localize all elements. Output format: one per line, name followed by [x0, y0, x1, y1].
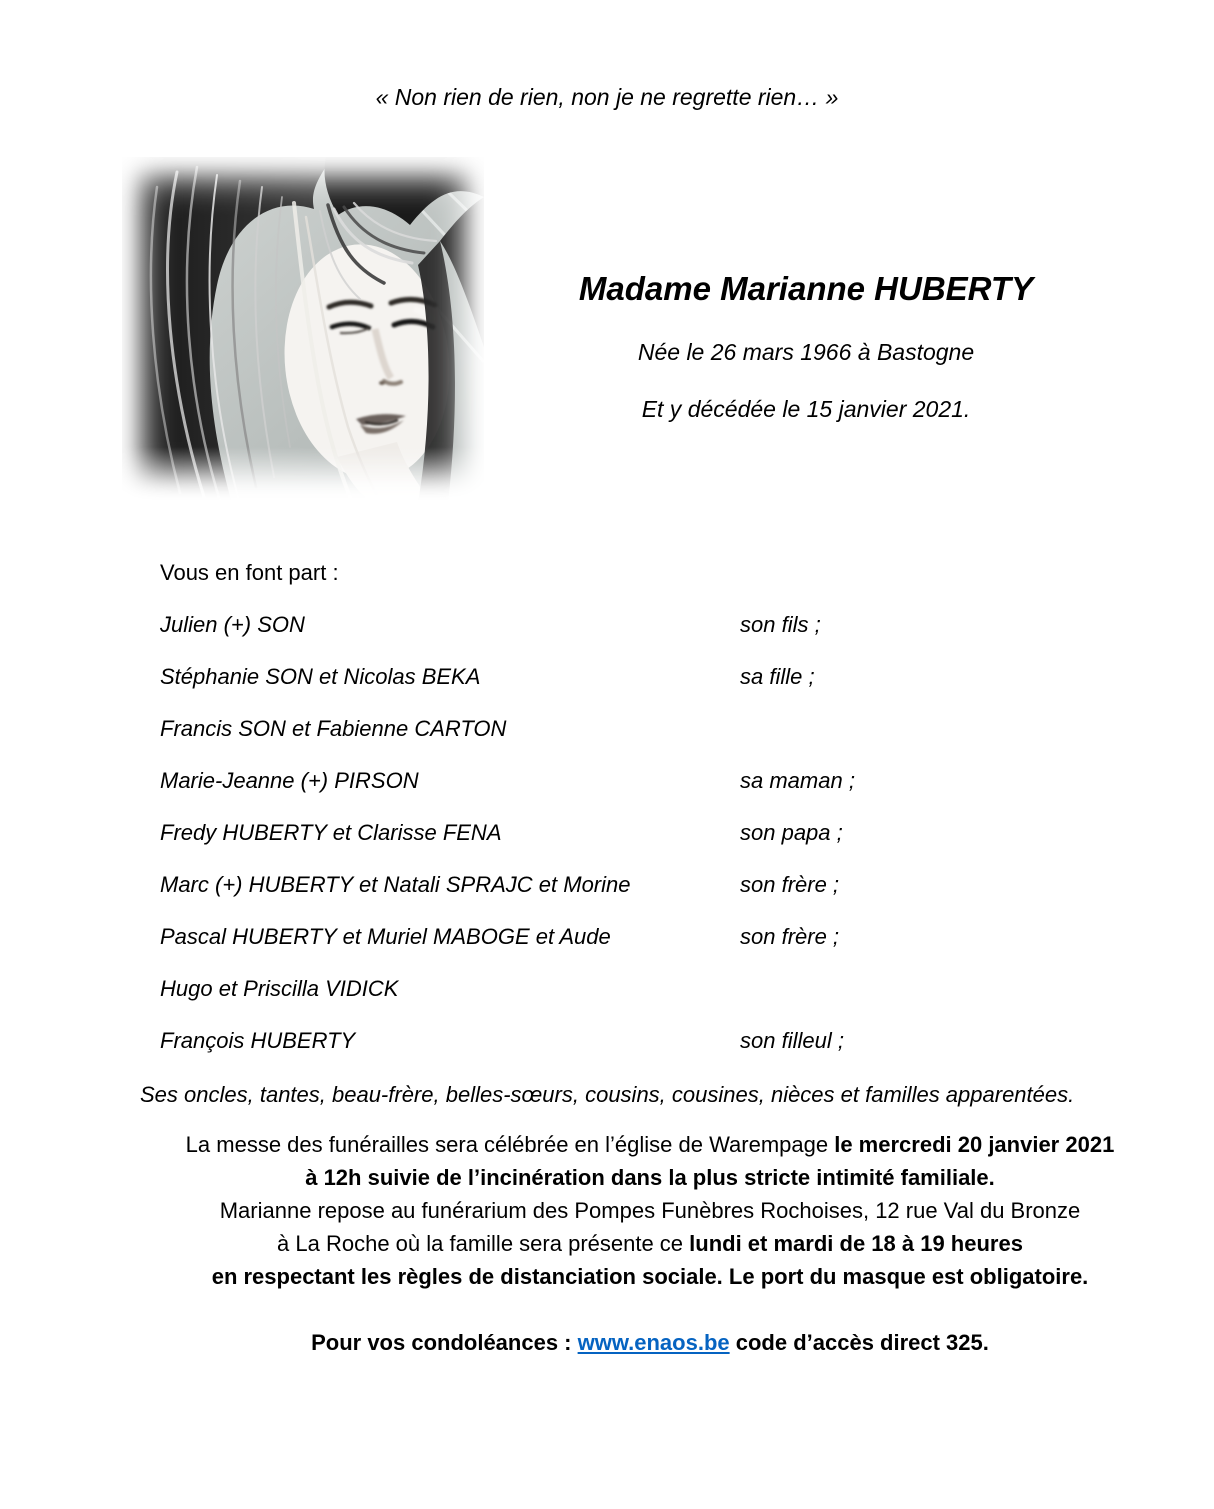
family-row [160, 768, 1140, 820]
family-names: Stéphanie SON et Nicolas BEKA [160, 664, 481, 689]
family-names: Fredy HUBERTY et Clarisse FENA [160, 820, 502, 845]
family-names: Marc (+) HUBERTY et Natali SPRAJC et Morine [160, 872, 631, 897]
announcement-intro: Vous en font part : [160, 560, 339, 585]
family-relation: sa fille ; [740, 664, 815, 689]
death-line: Et y décédée le 15 janvier 2021. [641, 396, 971, 422]
deceased-header [540, 270, 1072, 423]
family-row [160, 612, 1140, 664]
funeral-line4-bold: lundi et mardi de 18 à 19 heures [689, 1231, 1023, 1256]
condolences-prefix: Pour vos condoléances : [311, 1330, 578, 1355]
extended-family-line: Ses oncles, tantes, beau-frère, belles-sœurs, cousins, cousines, nièces et familles apparentées. [140, 1082, 1075, 1107]
family-names: Pascal HUBERTY et Muriel MABOGE et Aude [160, 924, 611, 949]
family-row [160, 716, 1140, 768]
funeral-line2-bold: à 12h suivie de l’incinération dans la plus stricte intimité familiale. [305, 1165, 995, 1190]
family-relation: son frère ; [740, 924, 840, 949]
family-row [160, 872, 1140, 924]
deceased-name: Madame Marianne HUBERTY [578, 270, 1034, 307]
birth-line: Née le 26 mars 1966 à Bastogne [637, 339, 975, 365]
funeral-line5-bold: en respectant les règles de distanciation sociale. Le port du masque est obligatoire. [211, 1264, 1089, 1289]
family-names: Hugo et Priscilla VIDICK [160, 976, 399, 1001]
family-relation: son frère ; [740, 872, 840, 897]
family-row [160, 924, 1140, 976]
family-relation: sa maman ; [740, 768, 855, 793]
family-relation: son filleul ; [740, 1028, 844, 1053]
funeral-line4-regular: à La Roche où la famille sera présente ce [277, 1231, 690, 1256]
funeral-line1-regular: La messe des funérailles sera célébrée en l’église de Warempage [185, 1132, 835, 1157]
family-names: Francis SON et Fabienne CARTON [160, 716, 507, 741]
memorial-quote: « Non rien de rien, non je ne regrette rien… » [375, 84, 839, 110]
family-relation: son fils ; [740, 612, 821, 637]
funeral-line3-regular: Marianne repose au funérarium des Pompes Funèbres Rochoises, 12 rue Val du Bronze [219, 1198, 1081, 1223]
family-relation: son papa ; [740, 820, 843, 845]
funeral-details [70, 1128, 1214, 1293]
family-row [160, 976, 1140, 1028]
family-names: Julien (+) SON [160, 612, 305, 637]
family-row [160, 664, 1140, 716]
portrait-photo [122, 157, 484, 503]
family-row [160, 820, 1140, 872]
family-announcement-list [160, 560, 1140, 1080]
family-names: François HUBERTY [160, 1028, 356, 1053]
enaos-link[interactable]: www.enaos.be [577, 1330, 730, 1355]
condolences-line [70, 1330, 1214, 1356]
portrait-photo-illustration [122, 157, 484, 503]
funeral-line1-bold: le mercredi 20 janvier 2021 [834, 1132, 1115, 1157]
family-names: Marie-Jeanne (+) PIRSON [160, 768, 419, 793]
condolences-suffix: code d’accès direct 325. [729, 1330, 989, 1355]
family-row [160, 1028, 1140, 1080]
